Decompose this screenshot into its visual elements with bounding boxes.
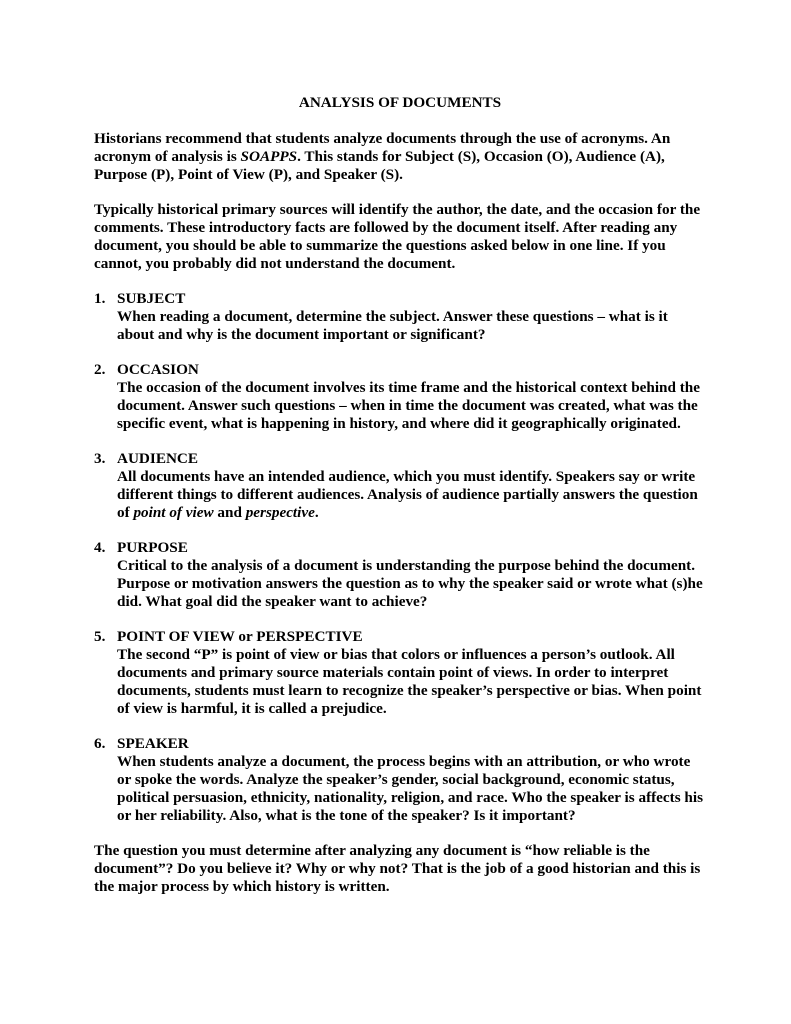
section-audience: [94, 450, 706, 522]
section-heading: SUBJECT: [117, 290, 186, 307]
section-body: When reading a document, determine the subject. Answer these questions – what is it about and why is the document important or significant?: [117, 308, 668, 343]
section-body: Critical to the analysis of a document is understanding the purpose behind the document. Purpose or motivation answers the question as to why the speaker said or wrote what (s)he did. What goal did the speaker want to achieve?: [117, 557, 703, 610]
section-number: 4.: [94, 539, 106, 556]
section-body: When students analyze a document, the process begins with an attribution, or who wrote or spoke the words. Analyze the speaker’s gender, social background, economic status, political persuasion, ethnicity, nationality, religion, and race. Who the speaker is affects his or her reliability. Also, what is the tone of the speaker? Is it important?: [117, 753, 704, 824]
section-heading: AUDIENCE: [117, 450, 199, 467]
soapps-section-list: [94, 290, 706, 825]
closing-paragraph: The question you must determine after analyzing any document is “how reliable is the document”? Do you believe it? Why or why not? That is the job of a good historian and this is the major process by which history is written.: [94, 842, 701, 895]
primary-sources-paragraph: Typically historical primary sources will identify the author, the date, and the occasion for the comments. These introductory facts are followed by the document itself. After reading any document, you should be able to summarize the questions asked below in one line. If you cannot, you probably did not understand the document.: [94, 201, 701, 272]
section-speaker: [94, 735, 706, 825]
intro-text-after: . This stands for Subject (S), Occasion (O), Audience (A), Purpose (P), Point of View (P), and Speaker (S).: [94, 148, 665, 183]
document-title: ANALYSIS OF DOCUMENTS: [298, 94, 502, 111]
section-number: 1.: [94, 290, 106, 307]
audience-body-before: All documents have an intended audience, which you must identify. Speakers say or write different things to different audiences. Analysis of audience partially answers the question of: [117, 468, 698, 521]
section-body: [117, 468, 706, 522]
section-number: 6.: [94, 735, 106, 752]
intro-paragraph: [94, 130, 706, 184]
section-body: The second “P” is point of view or bias that colors or influences a person’s outlook. All documents and primary source materials contain point of views. In order to interpret documents, students must learn to recognize the speaker’s perspective or bias. When point of view is harmful, it is called a prejudice.: [117, 646, 702, 717]
section-heading: POINT OF VIEW or PERSPECTIVE: [117, 628, 363, 645]
section-heading: OCCASION: [117, 361, 199, 378]
audience-body-mid: and: [213, 504, 246, 521]
audience-italic-perspective: perspective: [245, 504, 315, 521]
section-occasion: [94, 361, 706, 433]
section-subject: [94, 290, 706, 344]
section-purpose: [94, 539, 706, 611]
section-number: 3.: [94, 450, 106, 467]
section-number: 5.: [94, 628, 106, 645]
section-body: The occasion of the document involves its time frame and the historical context behind the document. Answer such questions – when in time the document was created, what was the specific event, what is happening in history, and where did it geographically originated.: [117, 379, 700, 432]
intro-text-before: Historians recommend that students analyze documents through the use of acronyms. An acronym of analysis is: [94, 130, 671, 165]
acronym-soapps: SOAPPS: [240, 148, 298, 165]
section-heading: PURPOSE: [117, 539, 188, 556]
section-number: 2.: [94, 361, 106, 378]
document-page: [94, 94, 706, 913]
audience-italic-point-of-view: point of view: [133, 504, 214, 521]
section-heading: SPEAKER: [117, 735, 189, 752]
audience-body-after: .: [314, 504, 319, 521]
section-point-of-view: [94, 628, 706, 718]
